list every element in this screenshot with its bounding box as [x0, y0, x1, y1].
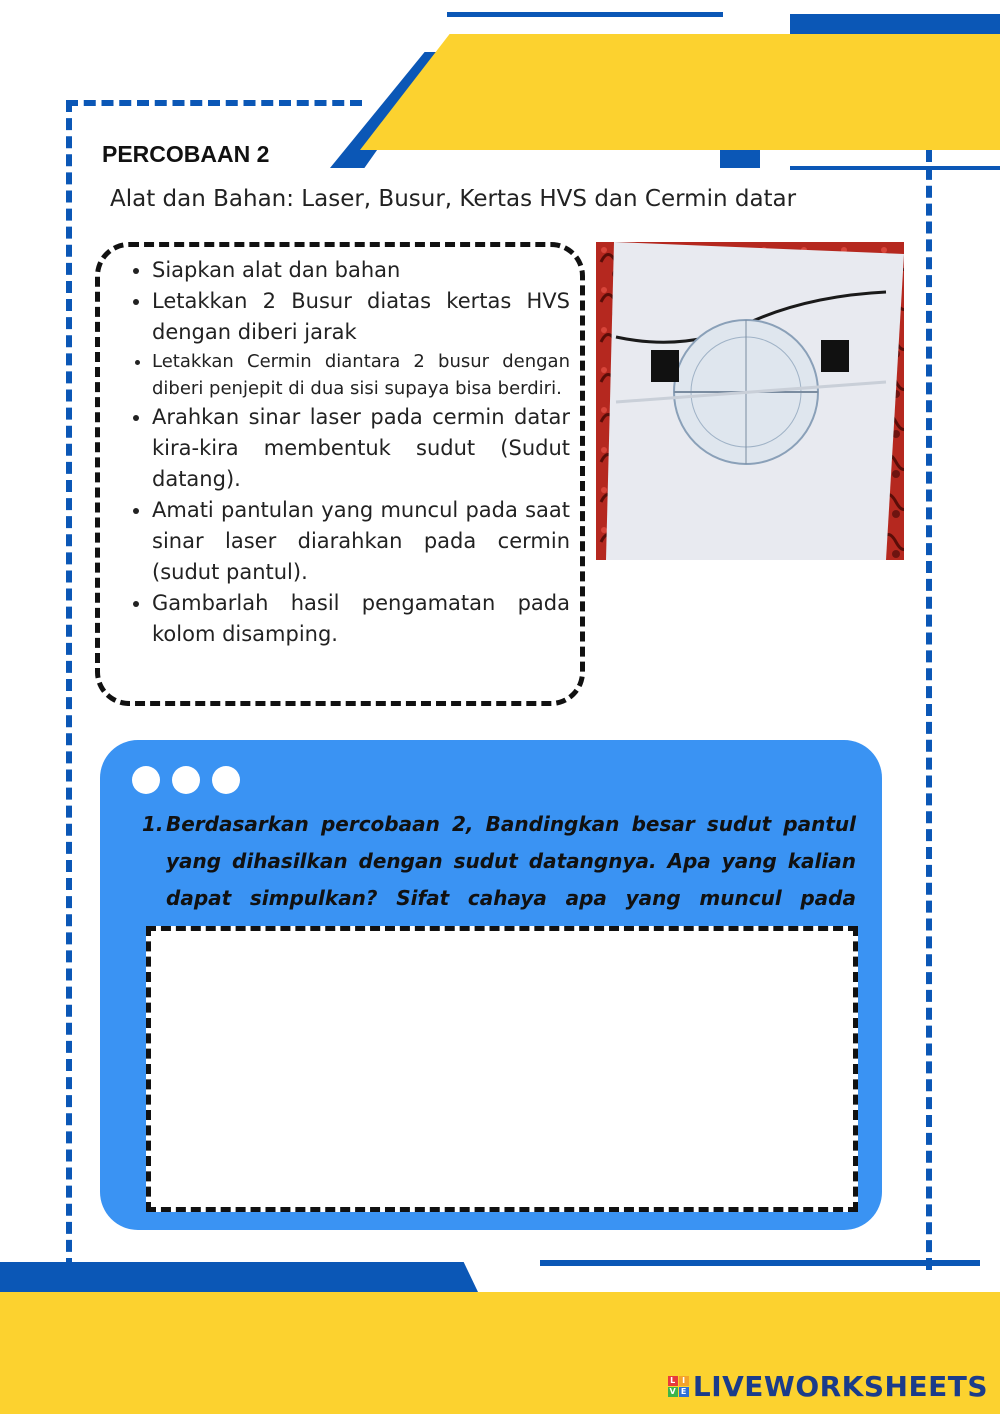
- brand-text: LIVEWORKSHEETS: [692, 1370, 988, 1403]
- question-text: Berdasarkan percobaan 2, Bandingkan besar sudut pantul yang dihasilkan dengan sudut datangnya. Apa yang kalian dapat simpulkan? Sifat cahaya apa yang muncul pada: [166, 812, 856, 910]
- page-frame-right: [926, 150, 932, 1270]
- bottom-blue-stripe: [0, 1262, 478, 1292]
- bottom-decor-line: [540, 1260, 980, 1266]
- step-item: • Amati pantulan yang muncul pada saat sinar laser diarahkan pada cermin (sudut pantul).: [152, 495, 570, 588]
- liveworksheets-logo: [668, 1370, 988, 1403]
- steps-list: [128, 255, 570, 650]
- liveworksheets-icon: L I V E: [668, 1376, 689, 1397]
- materials-text: Alat dan Bahan: Laser, Busur, Kertas HVS dan Cermin datar: [110, 186, 797, 212]
- step-item: • Arahkan sinar laser pada cermin datar kira-kira membentuk sudut (Sudut datang).: [152, 402, 570, 495]
- top-decor-line-right: [790, 166, 1000, 170]
- step-item: • Letakkan 2 Busur diatas kertas HVS dengan diberi jarak: [152, 286, 570, 348]
- panel-dot: [172, 766, 200, 794]
- page-title: PERCOBAAN 2: [102, 141, 270, 167]
- step-item: • Siapkan alat dan bahan: [152, 255, 570, 286]
- panel-dot: [212, 766, 240, 794]
- question-number: 1.: [142, 812, 164, 836]
- page-frame-left: [66, 100, 72, 1270]
- blue-decor-block: [720, 150, 760, 168]
- step-item: • Gambarlah hasil pengamatan pada kolom disamping.: [152, 588, 570, 650]
- top-decor-bar: [790, 14, 1000, 34]
- step-item: • Letakkan Cermin diantara 2 busur dengan diberi penjepit di dua sisi supaya bisa berdiri.: [152, 348, 570, 402]
- top-decor-line: [447, 12, 723, 17]
- experiment-photo: [596, 242, 904, 560]
- yellow-decor-banner: [360, 34, 1000, 150]
- answer-box[interactable]: [146, 926, 858, 1212]
- page-frame-top: [66, 100, 362, 106]
- panel-dot: [132, 766, 160, 794]
